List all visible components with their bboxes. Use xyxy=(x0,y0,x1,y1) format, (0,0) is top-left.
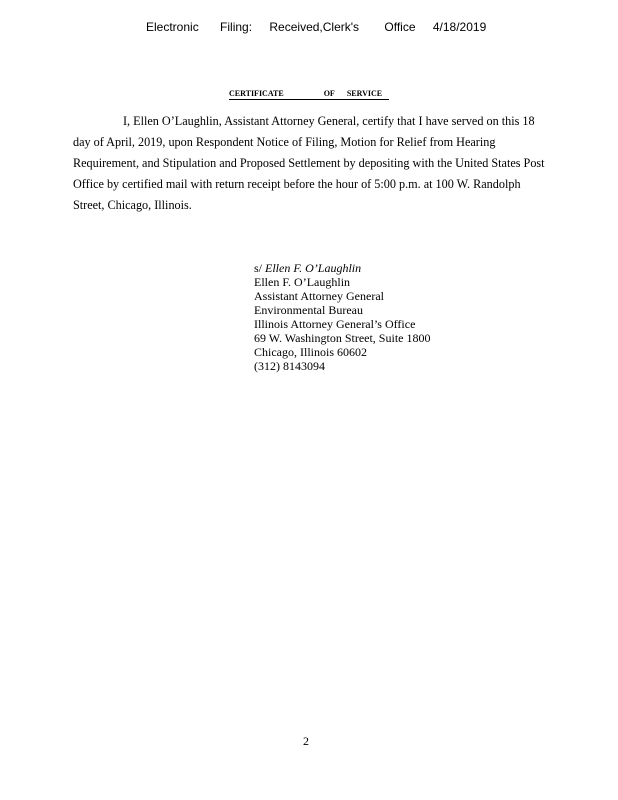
title-service: SERVICE xyxy=(346,89,383,98)
electronic-filing-header xyxy=(146,20,486,34)
signature-line xyxy=(254,261,430,275)
signature-block xyxy=(254,261,430,373)
title-of: OF xyxy=(323,89,335,98)
signer-phone: (312) 8143094 xyxy=(254,359,325,373)
signer-city: Chicago, Illinois 60602 xyxy=(254,345,367,359)
certificate-body xyxy=(73,111,603,216)
title-certificate: CERTIFICATE xyxy=(229,89,284,98)
signer-address: 69 W. Washington Street, Suite 1800 xyxy=(254,331,431,345)
signer-office: Illinois Attorney General’s Office xyxy=(254,317,416,331)
body-line-2: day of April, 2019, upon Respondent Notice of Filing, Motion for Relief from Hearing xyxy=(73,135,496,149)
signer-bureau: Environmental Bureau xyxy=(254,303,363,317)
header-date: 4/18/2019 xyxy=(432,20,487,34)
header-electronic: Electronic xyxy=(146,20,199,34)
signature-prefix: s/ xyxy=(254,261,263,275)
body-line-3: Requirement, and Stipulation and Proposed Settlement by depositing with the United States Post xyxy=(73,156,545,170)
certificate-title xyxy=(229,89,389,100)
signer-title: Assistant Attorney General xyxy=(254,289,384,303)
signature-signed-name: Ellen F. O’Laughlin xyxy=(265,261,362,275)
body-line-1: I, Ellen O’Laughlin, Assistant Attorney General, certify that I have served on this 18 xyxy=(123,114,535,128)
page-number: 2 xyxy=(303,734,309,748)
body-line-4: Office by certified mail with return receipt before the hour of 5:00 p.m. at 100 W. Randolph xyxy=(73,177,521,191)
signer-name: Ellen F. O’Laughlin xyxy=(254,275,351,289)
header-received: Received,Clerk's xyxy=(269,20,360,34)
body-line-5: Street, Chicago, Illinois. xyxy=(73,198,192,212)
header-office: Office xyxy=(384,20,416,34)
header-filing: Filing: xyxy=(220,20,253,34)
